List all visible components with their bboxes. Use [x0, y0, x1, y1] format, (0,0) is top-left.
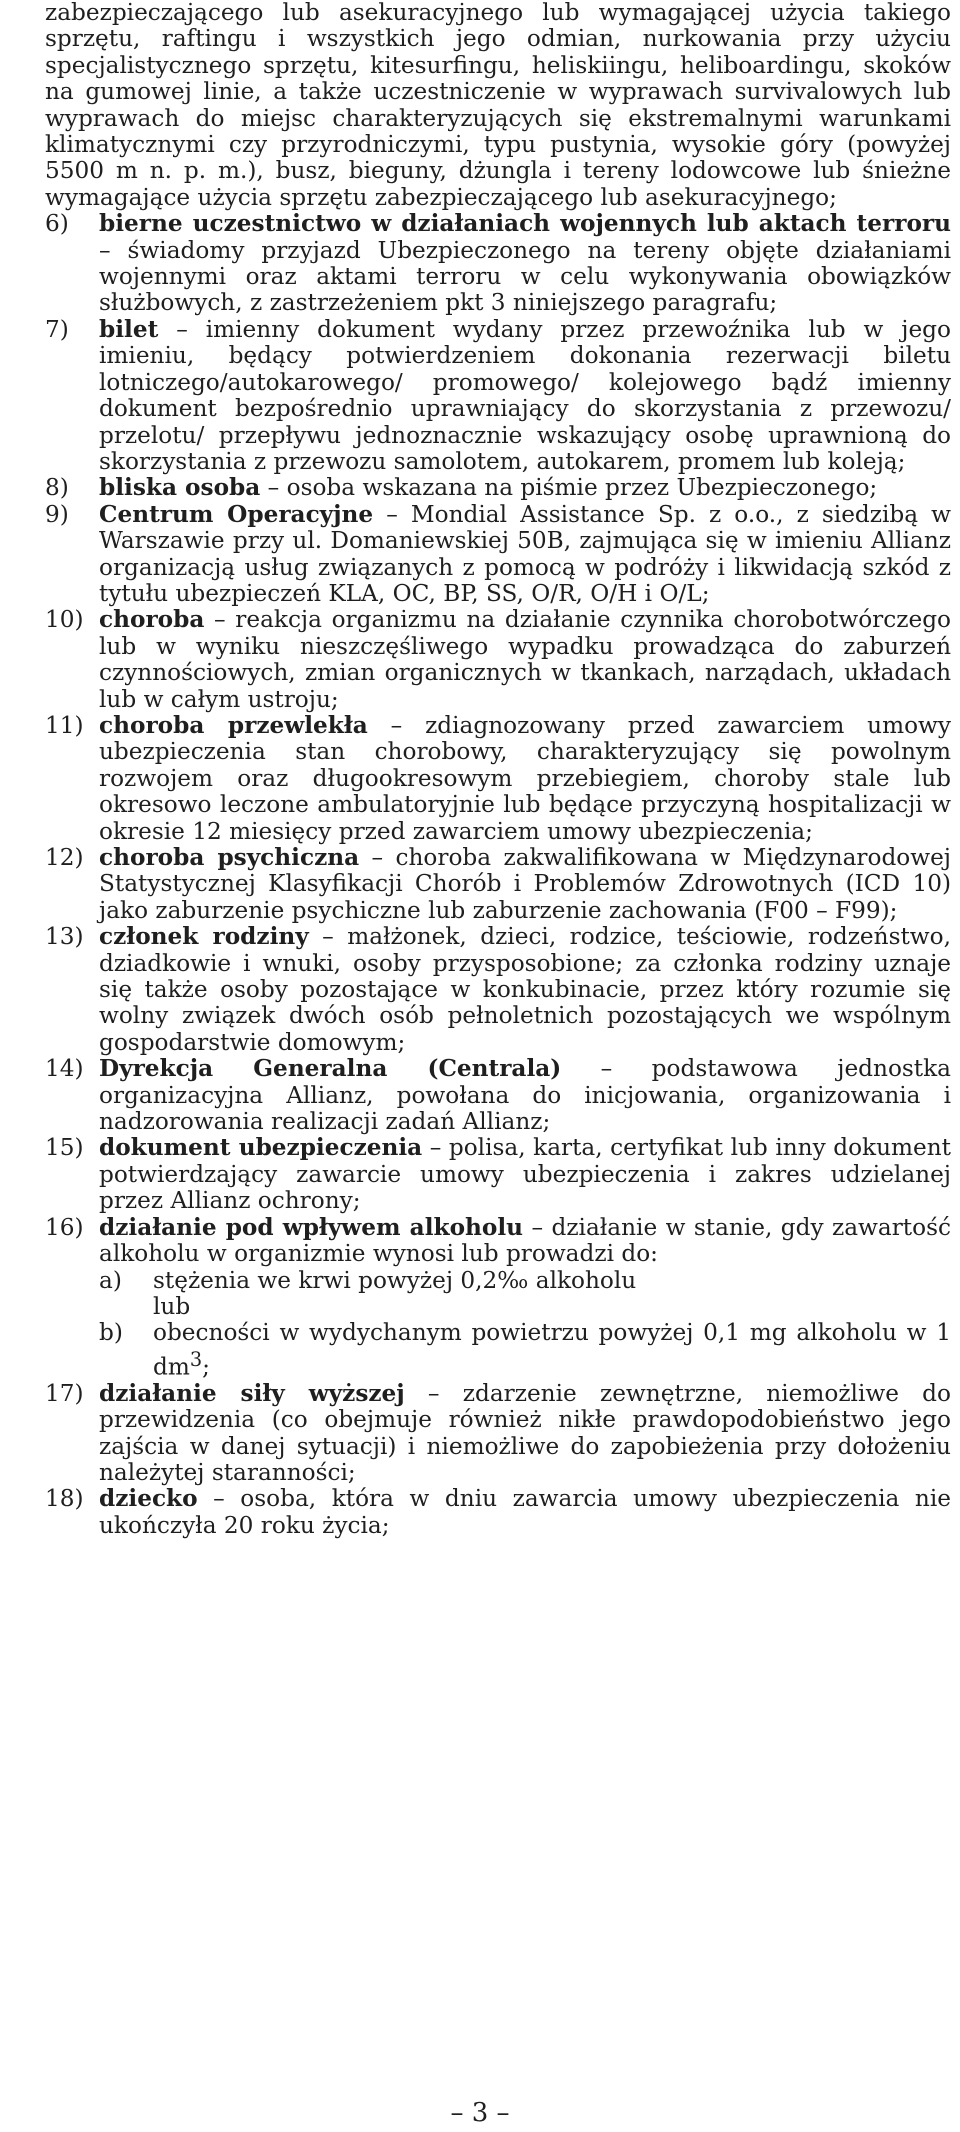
definition-text: – reakcja organizmu na działanie czynnika chorobotwórczego lub w wyniku nieszczęśliwego wypadku prowadząca do zaburzeń czynnościowych, zmian organicznych w tkankach, narządach, układach lub w całym ustroju; — [99, 606, 951, 713]
item-number: 13) — [45, 923, 84, 951]
document-page — [45, 0, 951, 1539]
item-number: 16) — [45, 1213, 84, 1241]
item-number: 12) — [45, 844, 84, 871]
definition-item-15 — [45, 1135, 951, 1214]
definition-term: dokument ubezpieczenia — [99, 1134, 423, 1162]
definitions-list — [45, 211, 951, 1539]
definition-text: – zdarzenie zewnętrzne, niemożliwe do przewidzenia (co obejmuje również nikłe prawdopodobieństwo jego zajścia w danej sytuacji) i niemożliwe do zapobieżenia przy dołożeniu należytej staranności; — [99, 1379, 951, 1487]
item-number: 8) — [45, 474, 69, 502]
item-number: 7) — [45, 315, 69, 343]
item-number: 14) — [45, 1055, 84, 1083]
definition-item-10 — [45, 607, 951, 713]
definition-term: członek rodziny — [99, 923, 309, 951]
definition-text: – choroba zakwalifikowana w Międzynarodowej Statystycznej Klasyfikacji Chorób i Problemów Zdrowotnych (ICD 10) jako zaburzenie psychiczne lub zaburzenie zachowania (F00 – F99); — [99, 844, 952, 924]
definition-text: – Mondial Assistance Sp. z o.o., z siedzibą w Warszawie przy ul. Domaniewskiej 50B, zajmująca się w imieniu Allianz organizacją usług związanych z pomocą w podróży i likwidacją szkód z tytułu ubezpieczeń KLA, OC, BP, SS, O/R, O/H i O/L; — [99, 500, 951, 607]
definition-text: – polisa, karta, certyfikat lub inny dokument potwierdzający zawarcie umowy ubezpieczenia i zakres udzielanej przez Allianz ochrony; — [99, 1134, 951, 1215]
definition-item-16 — [45, 1215, 951, 1381]
definition-text: – działanie w stanie, gdy zawartość alkoholu w organizmie wynosi lub prowadzi do: — [99, 1213, 951, 1268]
definition-term: choroba przewlekła — [99, 711, 368, 739]
sub-item-b — [99, 1320, 951, 1381]
sub-item-a — [99, 1268, 951, 1294]
definition-text: – świadomy przyjazd Ubezpieczonego na tereny objęte działaniami wojennymi oraz aktami terroru w celu wykonywania obowiązków służbowych, z zastrzeżeniem pkt 3 niniejszego paragrafu; — [99, 236, 951, 317]
definition-item-11 — [45, 713, 951, 845]
sub-item-or — [99, 1294, 951, 1320]
definition-text: – osoba, która w dniu zawarcia umowy ubezpieczenia nie ukończyła 20 roku życia; — [99, 1485, 951, 1539]
definition-item-9 — [45, 502, 951, 608]
definition-term: bilet — [99, 315, 159, 343]
definition-term: bierne uczestnictwo w działaniach wojennych lub aktach terroru — [99, 210, 951, 238]
definition-item-14 — [45, 1056, 951, 1135]
definition-term: działanie siły wyższej — [99, 1379, 405, 1407]
sub-item-letter: b) — [99, 1319, 123, 1347]
sub-item-tail: ; — [202, 1353, 210, 1381]
item-number: 6) — [45, 210, 69, 238]
definition-text: – osoba wskazana na piśmie przez Ubezpieczonego; — [260, 474, 878, 502]
definition-item-13 — [45, 924, 951, 1056]
definition-item-6 — [45, 211, 951, 317]
item-number: 10) — [45, 606, 84, 634]
definition-text: – zdiagnozowany przed zawarciem umowy ubezpieczenia stan chorobowy, charakteryzujący się powolnym rozwojem oraz długookresowym przebiegiem, choroby stale lub okresowo leczone ambulatoryjnie lub będące przyczyną hospitalizacji w okresie 12 miesięcy przed zawarciem umowy ubezpieczenia; — [99, 711, 951, 845]
intro-paragraph: zabezpieczającego lub asekuracyjnego lub wymagającej użycia takiego sprzętu, raftingu i wszystkich jego odmian, nurkowania przy użyciu specjalistycznego sprzętu, kitesurfingu, heliskiingu, heliboardingu, skoków na gumowej linie, a także uczestniczenie w wyprawach survivalowych lub wyprawach do miejsc charakteryzujących się ekstremalnymi warunkami klimatycznymi czy przyrodniczymi, typu pustynia, wysokie góry (powyżej 5500 m n. p. m.), busz, bieguny, dżungla i tereny lodowcowe lub śnieżne wymagające użycia sprzętu zabezpieczającego lub asekuracyjnego; — [45, 0, 951, 211]
sub-item-letter: a) — [99, 1266, 122, 1294]
definition-text: – małżonek, dzieci, rodzice, teściowie, rodzeństwo, dziadkowie i wnuki, osoby przysposobione; za członka rodziny uznaje się także osoby pozostające w konkubinacie, przez który rozumie się wolny związek dwóch osób pełnoletnich pozostających we wspólnym gospodarstwie domowym; — [99, 923, 951, 1056]
definition-item-7 — [45, 317, 951, 475]
definition-term: dziecko — [99, 1485, 198, 1513]
item-number: 9) — [45, 500, 69, 528]
definition-term: choroba psychiczna — [99, 844, 360, 871]
definition-text: – podstawowa jednostka organizacyjna Allianz, powołana do inicjowania, organizowania i nadzorowania realizacji zadań Allianz; — [99, 1055, 951, 1136]
item-number: 15) — [45, 1134, 84, 1162]
sub-item-text: obecności w wydychanym powietrzu powyżej 0,1 mg alkoholu w 1 dm — [153, 1319, 951, 1381]
item-number: 11) — [45, 711, 84, 739]
item-number: 18) — [45, 1485, 84, 1513]
definition-term: Centrum Operacyjne — [99, 500, 374, 528]
sub-item-connector: lub — [153, 1292, 191, 1320]
definition-term: Dyrekcja Generalna (Centrala) — [99, 1055, 562, 1083]
definition-term: bliska osoba — [99, 474, 261, 502]
definition-item-17 — [45, 1381, 951, 1487]
definition-item-18 — [45, 1486, 951, 1539]
item-number: 17) — [45, 1379, 84, 1407]
definition-term: choroba — [99, 606, 205, 634]
sub-item-text: stężenia we krwi powyżej 0,2‰ alkoholu — [153, 1266, 637, 1294]
definition-text: – imienny dokument wydany przez przewoźnika lub w jego imieniu, będący potwierdzeniem dokonania rezerwacji biletu lotniczego/autokarowego/ promowego/ kolejowego bądź imienny dokument bezpośrednio uprawniający do skorzystania z przewozu/ przelotu/ przepływu jednoznacznie wskazujący osobę uprawnioną do skorzystania z przewozu samolotem, autokarem, promem lub koleją; — [99, 315, 951, 475]
page-number: – 3 – — [450, 2098, 510, 2128]
definition-item-8 — [45, 475, 951, 501]
superscript-exponent: 3 — [189, 1347, 203, 1371]
definition-item-12 — [45, 845, 951, 924]
definition-term: działanie pod wpływem alkoholu — [99, 1213, 524, 1241]
